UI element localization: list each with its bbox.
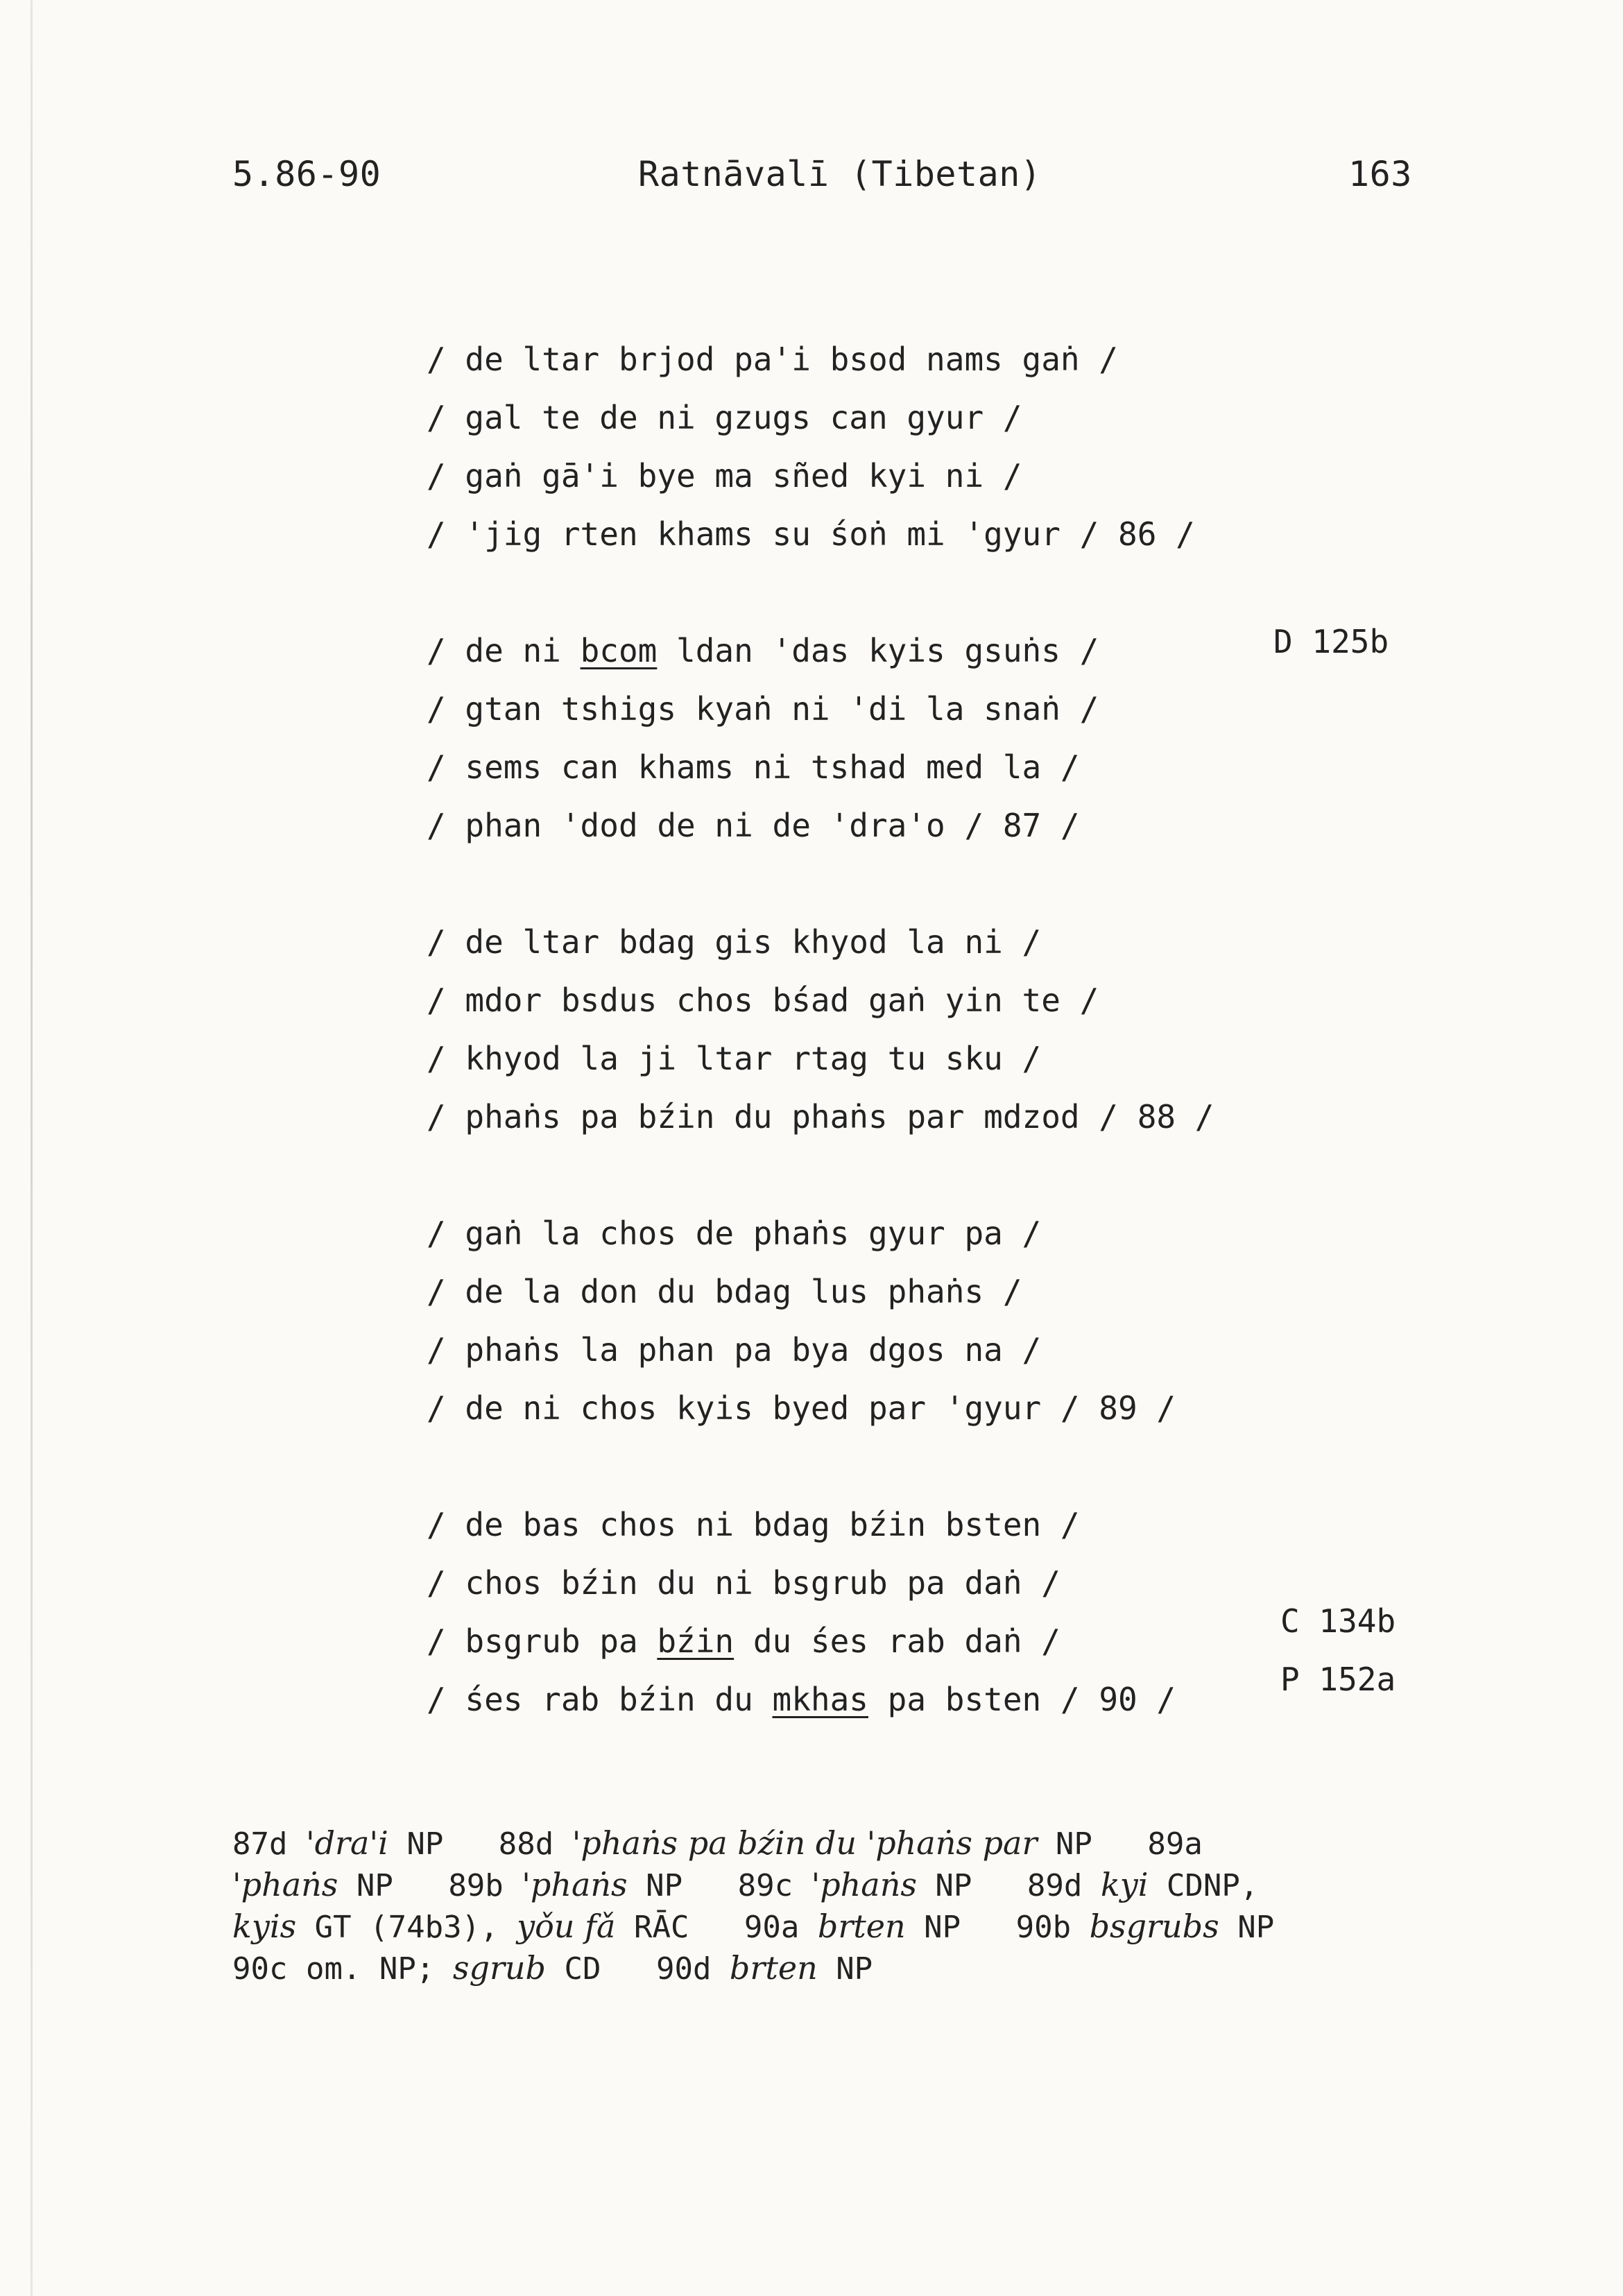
verse-line: / gtan tshigs kyaṅ ni 'di la snaṅ /: [427, 690, 1099, 728]
verse-line: / de ltar bdag gis khyod la ni /: [427, 923, 1042, 961]
verse-block: [427, 330, 1214, 1787]
verse-text: / de ni: [427, 632, 581, 669]
verse-line: [427, 1612, 1214, 1670]
verse-line: / sems can khams ni tshad med la /: [427, 748, 1080, 786]
stanza: [427, 1204, 1214, 1437]
verse-line: / phan 'dod de ni de 'dra'o / 87 /: [427, 807, 1080, 844]
verse-text: pa bsten / 90 /: [868, 1681, 1176, 1718]
verse-line: / gal te de ni gzugs can gyur /: [427, 399, 1022, 436]
verse-line: / de bas chos ni bdag bźin bsten /: [427, 1506, 1080, 1543]
verse-text: / śes rab bźin du: [427, 1681, 773, 1718]
verse-text: du śes rab daṅ /: [734, 1622, 1060, 1660]
verse-line: [427, 622, 1214, 680]
verse-line: / de la don du bdag lus phaṅs /: [427, 1273, 1022, 1310]
underlined-word: mkhas: [772, 1681, 868, 1718]
underlined-word: bcom: [580, 632, 658, 669]
verse-line: / phaṅs la phan pa bya dgos na /: [427, 1331, 1042, 1369]
verse-text: ldan 'das kyis gsuṅs /: [657, 632, 1099, 669]
page-number: 163: [1348, 154, 1412, 194]
margin-ref-c: C 134b: [1280, 1602, 1396, 1640]
stanza: [427, 622, 1214, 855]
stanza: [427, 1496, 1214, 1729]
running-title: Ratnāvalī (Tibetan): [638, 154, 1042, 194]
critical-apparatus: 87d 'dra'i NP 88d 'phaṅs pa bźin du 'phaṅs par NP 89a 'phaṅs NP 89b 'phaṅs NP 89c 'phaṅs NP 89d kyi CDNP, kyis GT (74b3), yǒu fǎ RĀC 90a brten NP 90b bsgrubs NP 90c om. NP; sgrub CD 90d brten NP: [232, 1824, 1275, 1987]
verse-line: / chos bźin du ni bsgrub pa daṅ /: [427, 1564, 1060, 1602]
verse-line: / mdor bsdus chos bśad gaṅ yin te /: [427, 982, 1099, 1019]
stanza: [427, 330, 1214, 563]
verse-line: / 'jig rten khams su śoṅ mi 'gyur / 86 /: [427, 515, 1195, 553]
page-section-ref: 5.86-90: [232, 154, 381, 194]
margin-ref-p: P 152a: [1280, 1661, 1396, 1698]
page-edge: [31, 0, 33, 2296]
verse-line: / gaṅ la chos de phaṅs gyur pa /: [427, 1215, 1042, 1252]
verse-line: / phaṅs pa bźin du phaṅs par mdzod / 88 /: [427, 1098, 1214, 1136]
verse-line: / gaṅ gā'i bye ma sñed kyi ni /: [427, 457, 1022, 495]
verse-line: / de ni chos kyis byed par 'gyur / 89 /: [427, 1389, 1176, 1427]
verse-text: / bsgrub pa: [427, 1622, 658, 1660]
underlined-word: bźin: [657, 1622, 735, 1660]
verse-line: / khyod la ji ltar rtag tu sku /: [427, 1040, 1042, 1077]
stanza: [427, 913, 1214, 1146]
verse-line: [427, 1670, 1214, 1729]
verse-line: / de ltar brjod pa'i bsod nams gaṅ /: [427, 341, 1118, 378]
margin-ref-d: D 125b: [1273, 623, 1389, 660]
